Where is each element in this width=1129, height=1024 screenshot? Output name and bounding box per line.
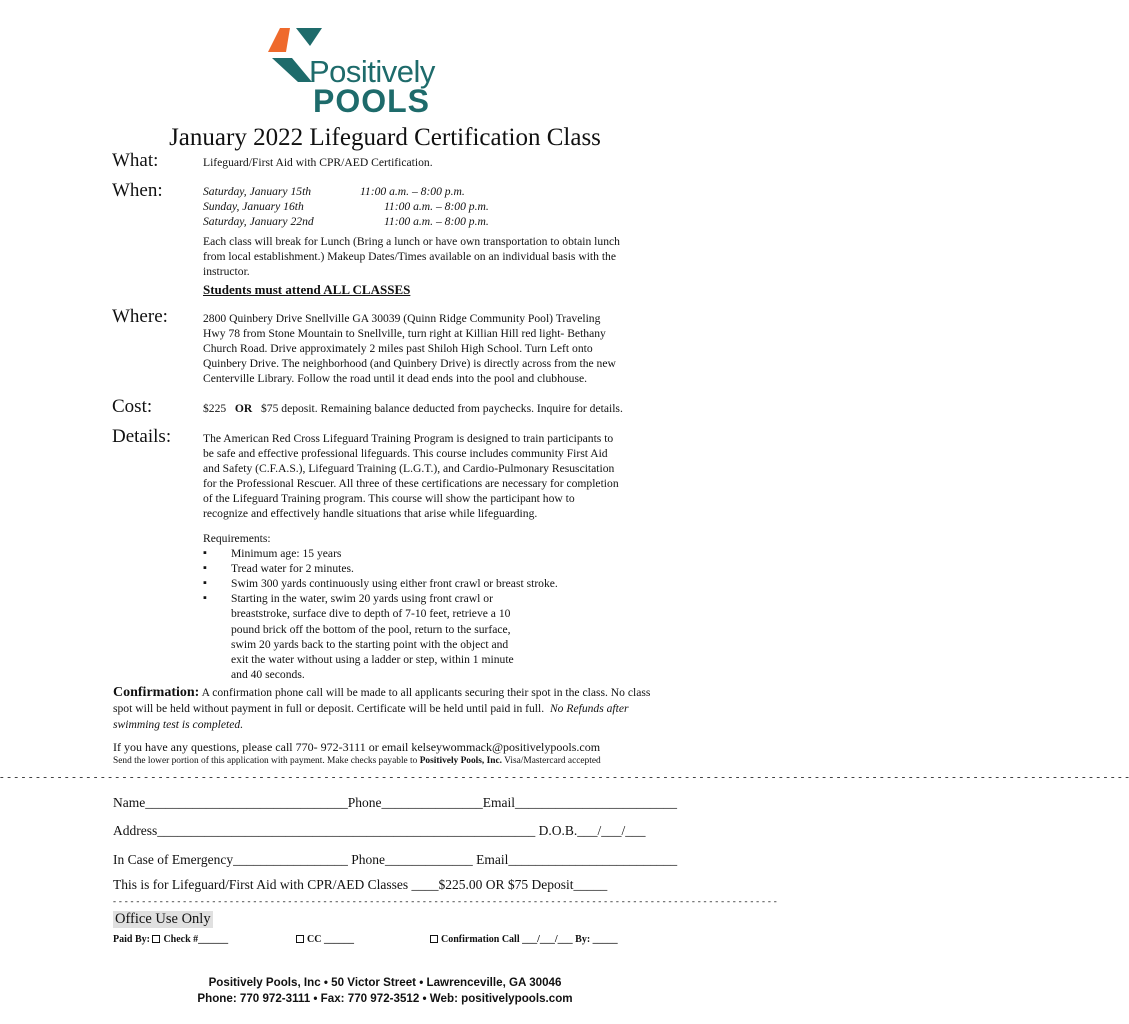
office-use-heading: Office Use Only [115,911,211,927]
where-directions: 2800 Quinbery Drive Snellville GA 30039 (Quinn Ridge Community Pool) Traveling Hwy 78 from Stone Mountain to Snellville, turn right at Killian Hill red light- Bethany Church Road. Drive approximately 2 miles past Shiloh High School. Turn Left onto Quinbery Drive. The neighborhood (and Quinbery Drive) is directly across from the new Centerville Library. Follow the road until it dead ends into the pool and clubhouse. [203,312,616,386]
session-time: 11:00 a.m. – 8:00 p.m. [360,185,465,198]
paid-by-check: Paid By: Check #______ [113,934,229,945]
lunch-note: Each class will break for Lunch (Bring a lunch or have own transportation to obtain lunch from local establishment.) Makeup Dates/Times available on an individual basis with the instructor. [203,235,620,279]
confirmation-call: Confirmation Call ___/___/___ By: _____ [430,934,618,945]
emergency-contact-field[interactable]: In Case of Emergency_________________ Phone_____________ Email_________________________ [113,852,678,867]
session-time: 11:00 a.m. – 8:00 p.m. [384,215,489,228]
logo-word-positively: Positively [309,54,435,89]
cost-text: $225 OR $75 deposit. Remaining balance deducted from paychecks. Inquire for details. [203,402,623,415]
must-attend-notice: Students must attend ALL CLASSES [203,282,411,297]
details-text: The American Red Cross Lifeguard Training Program is designed to train participants to be safe and effective professional lifeguards. This course includes community First Aid and Safety (C.F.A.S.), Lifeguard Training (L.G.T.), and Cardio-Pulmonary Resuscitation for the Professional Rescuer. All three of these certifications are necessary for completion of the Lifeguard Training program. This course will show the participant how to recognize and effectively handle situations that arise while lifeguarding. [203,432,619,521]
questions-contact: If you have any questions, please call 770- 972-3111 or email kelseywommack@positivelypools.com [113,740,601,754]
session-day: Saturday, January 22nd [203,215,314,228]
form-divider: - - - - - - - - - - - - - - - - - - - - - - - - - - - - - - - - - - - - - - - - - - - - - - - - - - - - - - - - - - - - - - - - - - - - - - - - - - - - - - - - - - - - - - - - - - - - - - - - - - - - - - - - - - - - - - - - - - [113,896,778,906]
name-phone-email-field[interactable]: Name______________________________Phone_______________Email________________________ [113,795,677,810]
logo-word-pools: POOLS [313,83,431,119]
page-title: January 2022 Lifeguard Certification Class [169,124,601,151]
footer-contact: Phone: 770 972-3111 • Fax: 770 972-3512 • Web: positivelypools.com [197,992,573,1005]
requirements-list [203,531,623,682]
footer-address: Positively Pools, Inc • 50 Victor Street • Lawrenceville, GA 30046 [208,976,562,989]
what-text: Lifeguard/First Aid with CPR/AED Certification. [203,156,433,169]
cut-line-divider: - - - - - - - - - - - - - - - - - - - - - - - - - - - - - - - - - - - - - - - - - - - - - - - - - - - - - - - - - - - - - - - - - - - - - - - - - - - - - - - - - - - - - - - - - - - - - - - - - - - - - - - - - - - - - - - - - - - - - - - - - - - - - - - - - - - - - - - - - - - - - - - - - - - - - - - - - - - - - [0,771,1129,783]
confirmation-paragraph: Confirmation: A confirmation phone call will be made to all applicants securing their spot in the class. No class spot will be held without payment in full or deposit. Certificate will be held until paid in full. No Refunds after swimming test is completed. [113,685,651,731]
details-label: Details: [112,426,172,447]
send-instructions: Send the lower portion of this application with payment. Make checks payable to Positively Pools, Inc. Visa/Mastercard accepted [113,756,601,766]
when-label: When: [112,180,163,201]
checkbox-icon[interactable] [430,935,438,943]
list-item: ▪ Starting in the water, swim 20 yards using front crawl or breaststroke, surface dive to depth of 7-10 feet, retrieve a 10 pound brick off the bottom of the pool, return to the surface, swim 20 yards back to the starting point with the object and exit the water without using a ladder or step, within 1 minute and 40 seconds. [203,591,623,682]
course-payment-option[interactable]: This is for Lifeguard/First Aid with CPR/AED Classes ____$225.00 OR $75 Deposit_____ [113,877,608,892]
list-item: ▪ Tread water for 2 minutes. [203,561,623,576]
cost-label: Cost: [112,396,153,417]
address-dob-field[interactable]: Address________________________________________________________ D.O.B.___/___/___ [113,823,646,838]
session-time: 11:00 a.m. – 8:00 p.m. [384,200,489,213]
session-day: Sunday, January 16th [203,200,304,213]
company-logo [262,24,452,124]
checkbox-icon[interactable] [152,935,160,943]
requirements-heading: Requirements: [203,532,271,545]
list-item: ▪ Swim 300 yards continuously using either front crawl or breast stroke. [203,576,623,591]
what-label: What: [112,150,159,171]
where-label: Where: [112,306,168,327]
checkbox-icon[interactable] [296,935,304,943]
paid-by-cc: CC ______ [296,934,354,945]
session-day: Saturday, January 15th [203,185,312,198]
list-item: ▪ Minimum age: 15 years [203,546,623,561]
